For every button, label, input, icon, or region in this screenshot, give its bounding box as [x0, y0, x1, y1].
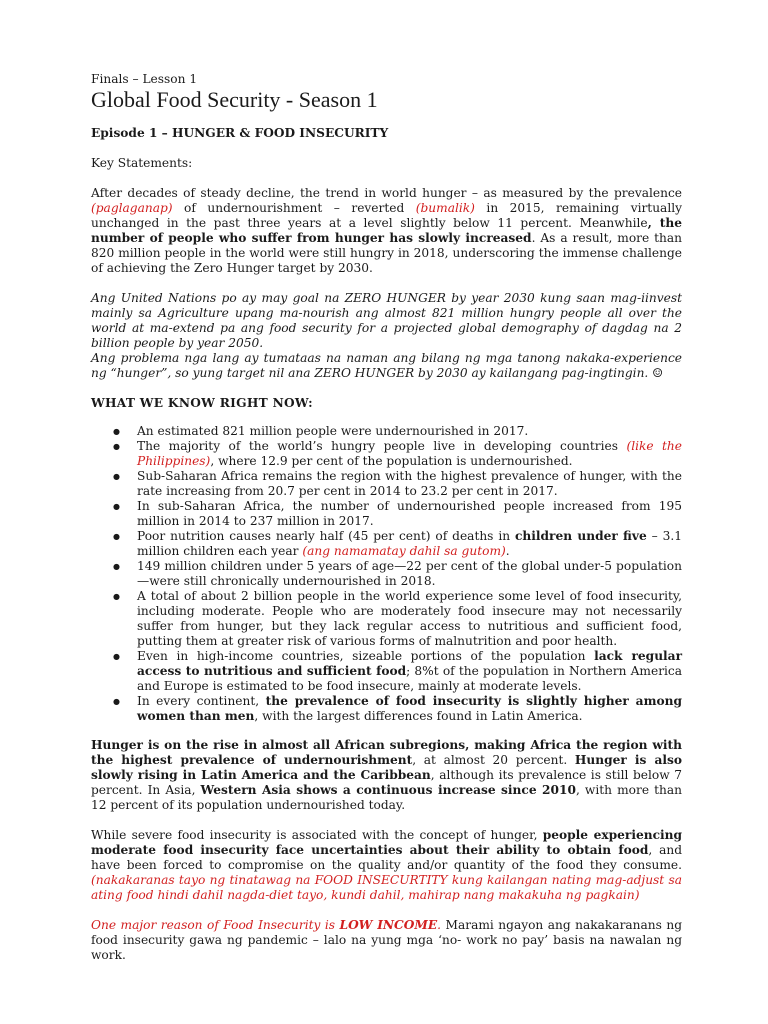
emphasis: , the number of people who suffer from hunger has slowly increased: [91, 216, 682, 246]
text-run: While severe food insecurity is associated with the concept of hunger,: [91, 828, 543, 843]
list-item: [91, 559, 682, 589]
list-item: [91, 499, 682, 529]
text-run: , and have been forced to compromise on the quality and/or quantity of the food they consume.: [91, 843, 683, 873]
text-run: Ang problema nga lang ay tumataas na naman ang bilang ng mga tanong nakaka-experience ng “hunger”, so yung target nil ana ZERO HUNGER by 2030 ay kailangang pag-ingtingin.: [91, 351, 682, 381]
intro-paragraph: [91, 186, 682, 276]
page-title: Global Food Security - Season 1: [91, 87, 378, 112]
key-statements-label: Key Statements:: [91, 156, 193, 171]
emphasis: Hunger is on the rise in almost all African subregions, making Africa the region with the highest prevalence of undernourishment: [91, 738, 682, 768]
text-run: – 3.1 million children each year: [137, 529, 682, 559]
episode-heading: Episode 1 – HUNGER & FOOD INSECURITY: [91, 126, 389, 141]
list-item: [91, 424, 682, 439]
text-run: In sub-Saharan Africa, the number of undernourished people increased from 195 million in 2014 to 237 million in 2017.: [137, 499, 682, 529]
translation-note: (like the Philippines): [137, 439, 682, 469]
emphasis: LOW INCOME: [339, 918, 438, 933]
text-run: Sub-Saharan Africa remains the region with the highest prevalence of hunger, with the rate increasing from 20.7 per cent in 2014 to 23.2 per cent in 2017.: [137, 469, 682, 499]
text-run: Marami ngayon ang nakakaranans ng food insecurity gawa ng pandemic – lalo na yung mga ‘no- work no pay’ basis na nawalan ng work.: [91, 918, 683, 963]
text-run: .: [505, 544, 510, 559]
text-run: A total of about 2 billion people in the world experience some level of food insecurity, including moderate. People who are moderately food insecure may not necessarily suffer from hunger, but they lack regular access to nutritious and sufficient food, putting them at greater risk of various forms of malnutrition and poor health.: [137, 589, 682, 649]
emphasis: the prevalence of food insecurity is slightly higher among women than men: [137, 694, 682, 724]
low-income-paragraph: [91, 918, 682, 963]
text-run: . As a result, more than 820 million people in the world were still hungry in 2018, underscoring the immense challenge of achieving the Zero Hunger target by 2030.: [91, 231, 682, 276]
text-run: , although its prevalence is still below 7 percent. In Asia,: [91, 768, 683, 798]
translation-note: (ang namamatay dahil sa gutom): [302, 544, 506, 559]
text-run: Poor nutrition causes nearly half (45 per cent) of deaths in: [137, 529, 515, 544]
list-item: [91, 589, 682, 649]
list-item: [91, 529, 682, 559]
list-item: [91, 649, 682, 694]
smiley-icon: ☺: [652, 366, 664, 381]
text-run: ; 8%t of the population in Northern America and Europe is estimated to be food insecure, mainly at moderate levels.: [137, 664, 683, 694]
lesson-label: Finals – Lesson 1: [91, 72, 198, 86]
text-run: One major reason of Food Insecurity is: [91, 918, 340, 933]
text-run: Even in high-income countries, sizeable portions of the population: [137, 649, 595, 664]
text-run: In every continent,: [137, 694, 266, 709]
text-run: The majority of the world’s hungry people live in developing countries: [137, 439, 627, 454]
moderate-insecurity-paragraph: [91, 828, 682, 903]
text-run: 149 million children under 5 years of age—22 per cent of the global under-5 population—were still chronically undernourished in 2018.: [137, 559, 682, 589]
list-item: [91, 694, 682, 724]
regional-paragraph: [91, 738, 682, 813]
section-heading: WHAT WE KNOW RIGHT NOW:: [91, 396, 313, 411]
translation-note: (bumalik): [415, 201, 475, 216]
text-run: , with more than 12 percent of its population undernourished today.: [91, 783, 682, 813]
list-item: [91, 469, 682, 499]
emphasis: lack regular access to nutritious and sufficient food: [137, 649, 682, 679]
emphasis: children under five: [514, 529, 647, 544]
text-run: After decades of steady decline, the trend in world hunger – as measured by the prevalence: [91, 186, 682, 201]
text-run: , at almost 20 percent.: [412, 753, 575, 768]
text-run: , where 12.9 per cent of the population is undernourished.: [210, 454, 573, 469]
emphasis: people experiencing moderate food insecurity face uncertainties about their ability to obtain food: [91, 828, 682, 858]
filipino-note-paragraph: [91, 291, 682, 381]
translation-note: (nakakaranas tayo ng tinatawag na FOOD INSECURTITY kung kailangan nating mag-adjust sa ating food hindi dahil nagda-diet tayo, kundi dahil, mahirap nang makakuha ng pagkain): [91, 873, 682, 903]
facts-list: [91, 424, 682, 724]
emphasis: Hunger is also slowly rising in Latin America and the Caribbean: [91, 753, 682, 783]
text-run: , with the largest differences found in Latin America.: [254, 709, 583, 724]
translation-note: (paglaganap): [91, 201, 173, 216]
text-run: Ang United Nations po ay may goal na ZERO HUNGER by year 2030 kung saan mag-iinvest mainly sa Agriculture upang ma-nourish ang almost 821 million hungry people all over the world at ma-extend pa ang food security for a projected global demography of dagdag na 2 billion people by year 2050.: [91, 291, 682, 351]
emphasis: Western Asia shows a continuous increase since 2010: [200, 783, 576, 798]
text-run: in 2015, remaining virtually unchanged in the past three years at a level slightly below 11 percent. Meanwhile: [91, 201, 682, 231]
text-run: An estimated 821 million people were undernourished in 2017.: [137, 424, 529, 439]
text-run: .: [437, 918, 442, 933]
text-run: of undernourishment – reverted: [172, 201, 416, 216]
list-item: [91, 439, 682, 469]
